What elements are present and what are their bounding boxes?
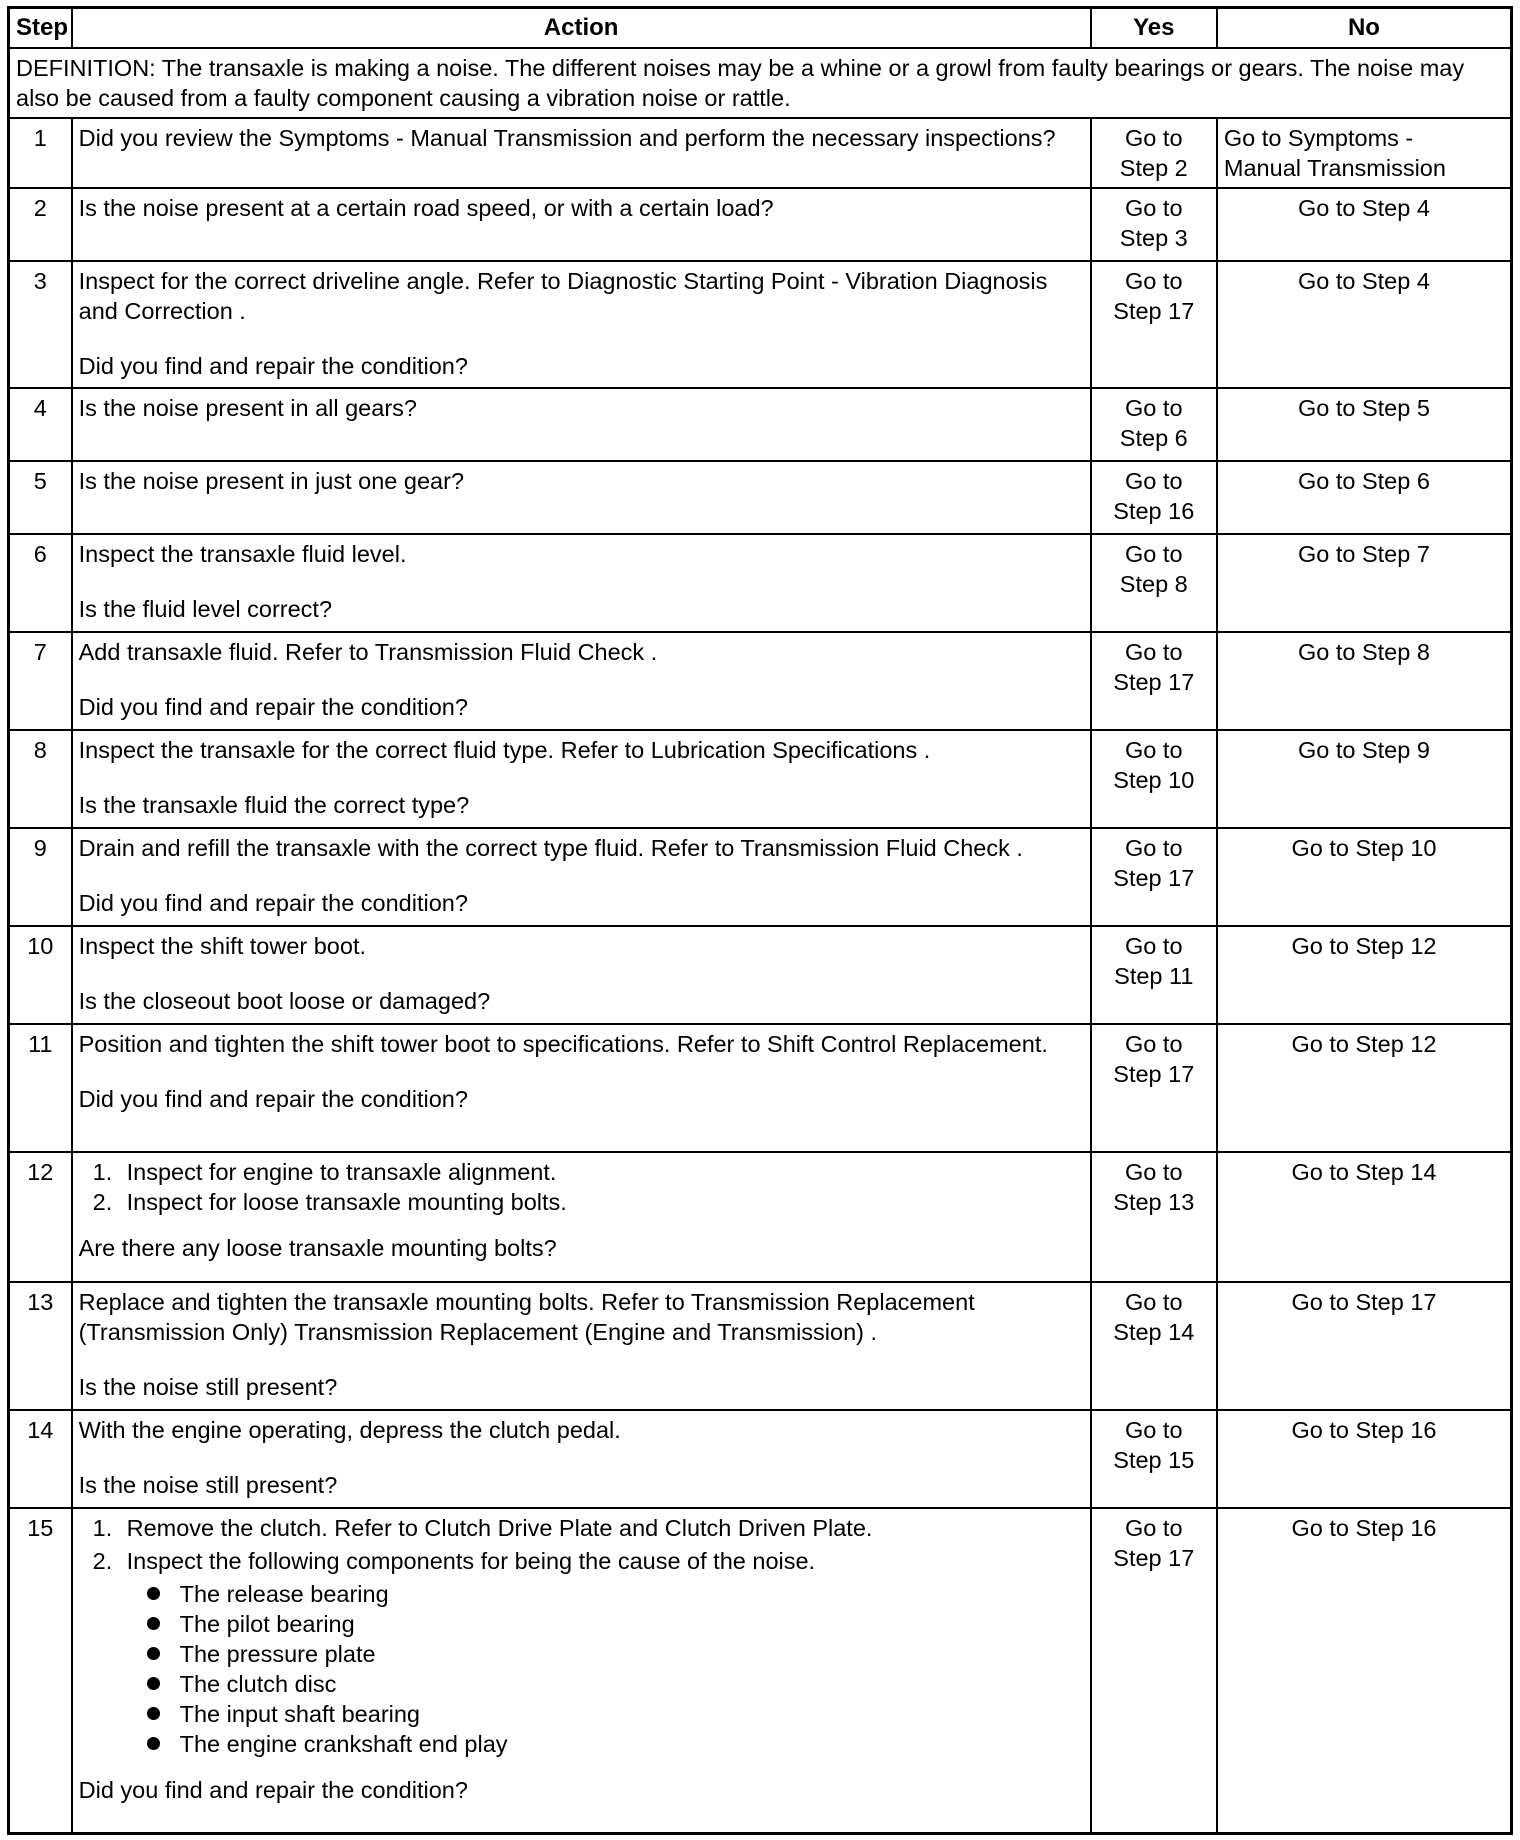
yes-cell — [1091, 118, 1217, 188]
yes-step: Step 17 — [1113, 1545, 1195, 1571]
step-number: 3 — [9, 261, 72, 388]
step-number: 13 — [9, 1282, 72, 1410]
bullet-icon — [147, 1707, 160, 1720]
yes-go-to: Go to — [1125, 1417, 1183, 1443]
step-number: 1 — [9, 118, 72, 188]
yes-go-to: Go to — [1125, 1159, 1183, 1185]
yes-go-to: Go to — [1125, 125, 1183, 151]
header-row — [9, 8, 1512, 49]
yes-step: Step 10 — [1113, 767, 1195, 793]
action-cell — [72, 1152, 1091, 1282]
yes-step: Step 16 — [1113, 498, 1195, 524]
yes-step: Step 17 — [1113, 865, 1195, 891]
step-number: 10 — [9, 926, 72, 1024]
action-text: Drain and refill the transaxle with the correct type fluid. Refer to Transmission Fluid Check . — [78, 835, 1023, 861]
table-row — [9, 926, 1512, 1024]
no-cell: Go to Step 12 — [1217, 926, 1512, 1024]
step-number: 7 — [9, 632, 72, 730]
action-text: Replace and tighten the transaxle mounting bolts. Refer to Transmission Replacement (Transmission Only) Transmission Replacement (Engine and Transmission) . — [78, 1289, 975, 1345]
step-number: 8 — [9, 730, 72, 828]
yes-cell — [1091, 534, 1217, 632]
bullet-icon — [147, 1617, 160, 1630]
no-text-2: Manual Transmission — [1223, 155, 1446, 181]
action-question: Are there any loose transaxle mounting bolts? — [78, 1235, 557, 1261]
action-cell — [72, 261, 1091, 388]
action-question: Is the fluid level correct? — [78, 596, 333, 622]
no-cell: Go to Step 4 — [1217, 261, 1512, 388]
action-cell — [72, 534, 1091, 632]
yes-go-to: Go to — [1125, 1031, 1183, 1057]
bullet-item: The engine crankshaft end play — [79, 1729, 1084, 1759]
action-cell — [72, 1508, 1091, 1833]
yes-cell — [1091, 1024, 1217, 1152]
numbered-item: 1. Inspect for engine to transaxle alignment. — [92, 1159, 557, 1185]
header-action: Action — [72, 8, 1091, 49]
yes-step: Step 3 — [1119, 225, 1188, 251]
action-cell — [72, 1282, 1091, 1410]
yes-go-to: Go to — [1125, 395, 1183, 421]
yes-go-to: Go to — [1125, 541, 1183, 567]
yes-step: Step 17 — [1113, 669, 1195, 695]
header-no: No — [1217, 8, 1512, 49]
table-row — [9, 1152, 1512, 1282]
action-question: Did you find and repair the condition? — [78, 890, 468, 916]
header-yes: Yes — [1091, 8, 1217, 49]
action-text: Inspect the transaxle for the correct fluid type. Refer to Lubrication Specifications . — [78, 737, 931, 763]
action-question: Is the closeout boot loose or damaged? — [78, 988, 491, 1014]
diagnostic-table — [7, 6, 1513, 1835]
action-cell — [72, 1024, 1091, 1152]
yes-go-to: Go to — [1125, 195, 1183, 221]
action-question: Did you find and repair the condition? — [78, 694, 468, 720]
step-number: 6 — [9, 534, 72, 632]
step-number: 2 — [9, 188, 72, 261]
action-text: With the engine operating, depress the clutch pedal. — [78, 1417, 621, 1443]
bullet-icon — [147, 1647, 160, 1660]
action-cell — [72, 188, 1091, 261]
step-number: 12 — [9, 1152, 72, 1282]
table-row — [9, 534, 1512, 632]
yes-go-to: Go to — [1125, 835, 1183, 861]
bullet-item: The input shaft bearing — [79, 1699, 1084, 1729]
no-cell — [1217, 118, 1512, 188]
action-question: Is the noise still present? — [78, 1374, 338, 1400]
step-number: 9 — [9, 828, 72, 926]
yes-cell — [1091, 1282, 1217, 1410]
table-row — [9, 461, 1512, 534]
table-row — [9, 1282, 1512, 1410]
action-cell — [72, 632, 1091, 730]
yes-cell — [1091, 1508, 1217, 1833]
yes-step: Step 8 — [1119, 571, 1188, 597]
yes-go-to: Go to — [1125, 933, 1183, 959]
no-cell: Go to Step 8 — [1217, 632, 1512, 730]
no-cell: Go to Step 9 — [1217, 730, 1512, 828]
table-row — [9, 118, 1512, 188]
yes-step: Step 13 — [1113, 1189, 1195, 1215]
bullet-item: The clutch disc — [79, 1669, 1084, 1699]
yes-go-to: Go to — [1125, 737, 1183, 763]
no-cell: Go to Step 4 — [1217, 188, 1512, 261]
yes-cell — [1091, 632, 1217, 730]
action-question: Did you find and repair the condition? — [78, 353, 468, 379]
no-cell: Go to Step 10 — [1217, 828, 1512, 926]
yes-cell — [1091, 1152, 1217, 1282]
action-text: Add transaxle fluid. Refer to Transmission Fluid Check . — [78, 639, 658, 665]
action-text: Is the noise present in just one gear? — [78, 468, 465, 494]
action-text: Inspect for the correct driveline angle. Refer to Diagnostic Starting Point - Vibration Diagnosis and Correction . — [78, 268, 1048, 324]
action-question: Did you find and repair the condition? — [78, 1086, 468, 1112]
action-cell — [72, 461, 1091, 534]
no-cell: Go to Step 7 — [1217, 534, 1512, 632]
yes-cell — [1091, 188, 1217, 261]
yes-cell — [1091, 461, 1217, 534]
definition-text: DEFINITION: The transaxle is making a noise. The different noises may be a whine or a growl from faulty bearings or gears. The noise may also be caused from a faulty component causing a vibration noise or rattle. — [9, 48, 1512, 118]
table-row — [9, 388, 1512, 461]
yes-step: Step 15 — [1113, 1447, 1195, 1473]
bullet-icon — [147, 1737, 160, 1750]
action-text: Inspect the transaxle fluid level. — [78, 541, 407, 567]
table-row — [9, 730, 1512, 828]
yes-go-to: Go to — [1125, 1289, 1183, 1315]
action-cell — [72, 730, 1091, 828]
yes-cell — [1091, 1410, 1217, 1508]
yes-step: Step 11 — [1114, 963, 1194, 989]
yes-cell — [1091, 261, 1217, 388]
yes-go-to: Go to — [1125, 468, 1183, 494]
action-question: Is the noise still present? — [78, 1472, 338, 1498]
table-row — [9, 1410, 1512, 1508]
action-text: Did you review the Symptoms - Manual Transmission and perform the necessary inspections? — [78, 125, 1056, 151]
action-cell — [72, 926, 1091, 1024]
yes-step: Step 2 — [1119, 155, 1188, 181]
yes-step: Step 17 — [1113, 1061, 1195, 1087]
no-cell: Go to Step 14 — [1217, 1152, 1512, 1282]
yes-cell — [1091, 388, 1217, 461]
yes-cell — [1091, 730, 1217, 828]
table-row — [9, 1024, 1512, 1152]
table-row — [9, 828, 1512, 926]
no-cell: Go to Step 17 — [1217, 1282, 1512, 1410]
bullet-icon — [147, 1677, 160, 1690]
action-text: Is the noise present at a certain road speed, or with a certain load? — [78, 195, 774, 221]
step-number: 4 — [9, 388, 72, 461]
table-row — [9, 261, 1512, 388]
action-cell — [72, 1410, 1091, 1508]
no-cell: Go to Step 12 — [1217, 1024, 1512, 1152]
action-question: Did you find and repair the condition? — [78, 1777, 468, 1803]
step-number: 11 — [9, 1024, 72, 1152]
action-text: Position and tighten the shift tower boot to specifications. Refer to Shift Control Replacement. — [78, 1031, 1048, 1057]
bullet-icon — [147, 1587, 160, 1600]
bullet-item: The pressure plate — [79, 1639, 1084, 1669]
numbered-item: 2. Inspect the following components for being the cause of the noise. — [92, 1548, 816, 1574]
definition-row — [9, 48, 1512, 118]
no-text: Go to Symptoms - — [1223, 125, 1414, 151]
action-cell — [72, 388, 1091, 461]
bullet-item: The release bearing — [79, 1579, 1084, 1609]
no-cell: Go to Step 16 — [1217, 1508, 1512, 1833]
no-cell: Go to Step 6 — [1217, 461, 1512, 534]
yes-step: Step 17 — [1113, 298, 1195, 324]
action-cell — [72, 118, 1091, 188]
action-text: Is the noise present in all gears? — [78, 395, 417, 421]
yes-step: Step 14 — [1113, 1319, 1195, 1345]
header-step: Step — [9, 8, 72, 49]
step-number: 14 — [9, 1410, 72, 1508]
yes-go-to: Go to — [1125, 1515, 1183, 1541]
bullet-item: The pilot bearing — [79, 1609, 1084, 1639]
no-cell: Go to Step 5 — [1217, 388, 1512, 461]
no-cell: Go to Step 16 — [1217, 1410, 1512, 1508]
table-row — [9, 632, 1512, 730]
action-cell — [72, 828, 1091, 926]
yes-step: Step 6 — [1119, 425, 1188, 451]
yes-cell — [1091, 926, 1217, 1024]
yes-go-to: Go to — [1125, 268, 1183, 294]
table-row — [9, 188, 1512, 261]
yes-cell — [1091, 828, 1217, 926]
yes-go-to: Go to — [1125, 639, 1183, 665]
table-row — [9, 1508, 1512, 1833]
step-number: 15 — [9, 1508, 72, 1833]
step-number: 5 — [9, 461, 72, 534]
numbered-item: 1. Remove the clutch. Refer to Clutch Drive Plate and Clutch Driven Plate. — [92, 1515, 873, 1541]
numbered-item: 2. Inspect for loose transaxle mounting bolts. — [92, 1189, 567, 1215]
action-question: Is the transaxle fluid the correct type? — [78, 792, 470, 818]
action-text: Inspect the shift tower boot. — [78, 933, 367, 959]
